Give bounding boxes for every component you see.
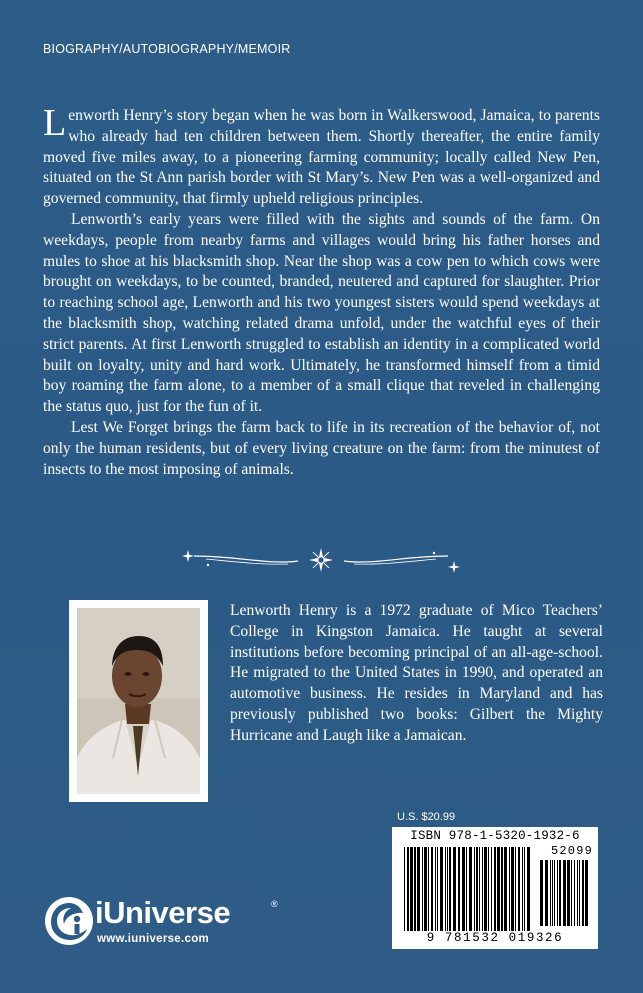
author-photo-frame xyxy=(69,600,208,802)
description-paragraph-1 xyxy=(43,102,600,210)
publisher-url: www.iuniverse.com xyxy=(97,933,210,945)
publisher-name: iUniverse xyxy=(95,895,231,930)
iuniverse-swoosh-icon xyxy=(43,895,95,947)
description-paragraph-1-text: enworth Henry’s story began when he was born in Walkerswood, Jamaica, to parents who already had ten children between them. Shortly thereafter, the entire family moved five miles away, to a pioneering farming community; locally called New Pen, situated on the St Ann parish border with St Mary’s. New Pen was a well-organized and governed community, that firmly upheld religious principles. xyxy=(43,107,600,208)
drop-cap: L xyxy=(43,102,67,144)
isbn-text: ISBN 978-1-5320-1932-6 xyxy=(410,829,580,843)
registered-mark: ® xyxy=(271,899,278,909)
isbn-barcode xyxy=(392,827,598,949)
author-bio: Lenworth Henry is a 1972 graduate of Mico Teachers’ College in Kingston Jamaica. He taught at several institutions before becoming principal of an all-age-school. He migrated to the United States in 1990, and operated an automotive business. He resides in Maryland and has previously published two books: Gilbert the Mighty Hurricane and Laugh like a Jamaican. xyxy=(230,602,603,744)
price-code-text: 52099 xyxy=(550,844,593,858)
book-description xyxy=(43,102,600,480)
price-label: U.S. $20.99 xyxy=(397,811,456,823)
description-paragraph-2: Lenworth’s early years were filled with the sights and sounds of the farm. On weekdays, people from nearby farms and villages would bring his father horses and mules to shoe at his blacksmith shop. Near the shop was a cow pen to which cows were brought on weekdays, to be counted, branded, neutered and captured for slaughter. Prior to reaching school age, Lenworth and his two youngest sisters would spend weekdays at the blacksmith shop, watching related drama unfold, under the watchful eyes of their strict parents. At first Lenworth struggled to establish an identity in a complicated world built on loyalty, unity and hard work. Ultimately, he transformed himself from a timid boy roaming the farm alone, to a member of a small clique that reveled in challenging the status quo, just for the fun of it. xyxy=(43,210,600,416)
ean-barcode-bars xyxy=(404,847,532,931)
ean-digits-text: 9 781532 019326 xyxy=(426,931,564,945)
starburst-divider-icon xyxy=(178,545,464,579)
author-photo xyxy=(77,608,200,794)
price-barcode-bars xyxy=(540,860,590,926)
description-paragraph-3: Lest We Forget brings the farm back to life in its recreation of the behavior of, not only the human residents, but of every living creature on the farm: from the minutest of insects to the most imposing of animals. xyxy=(43,418,600,478)
publisher-logo xyxy=(43,893,283,951)
category-label: BIOGRAPHY/AUTOBIOGRAPHY/MEMOIR xyxy=(43,42,291,56)
